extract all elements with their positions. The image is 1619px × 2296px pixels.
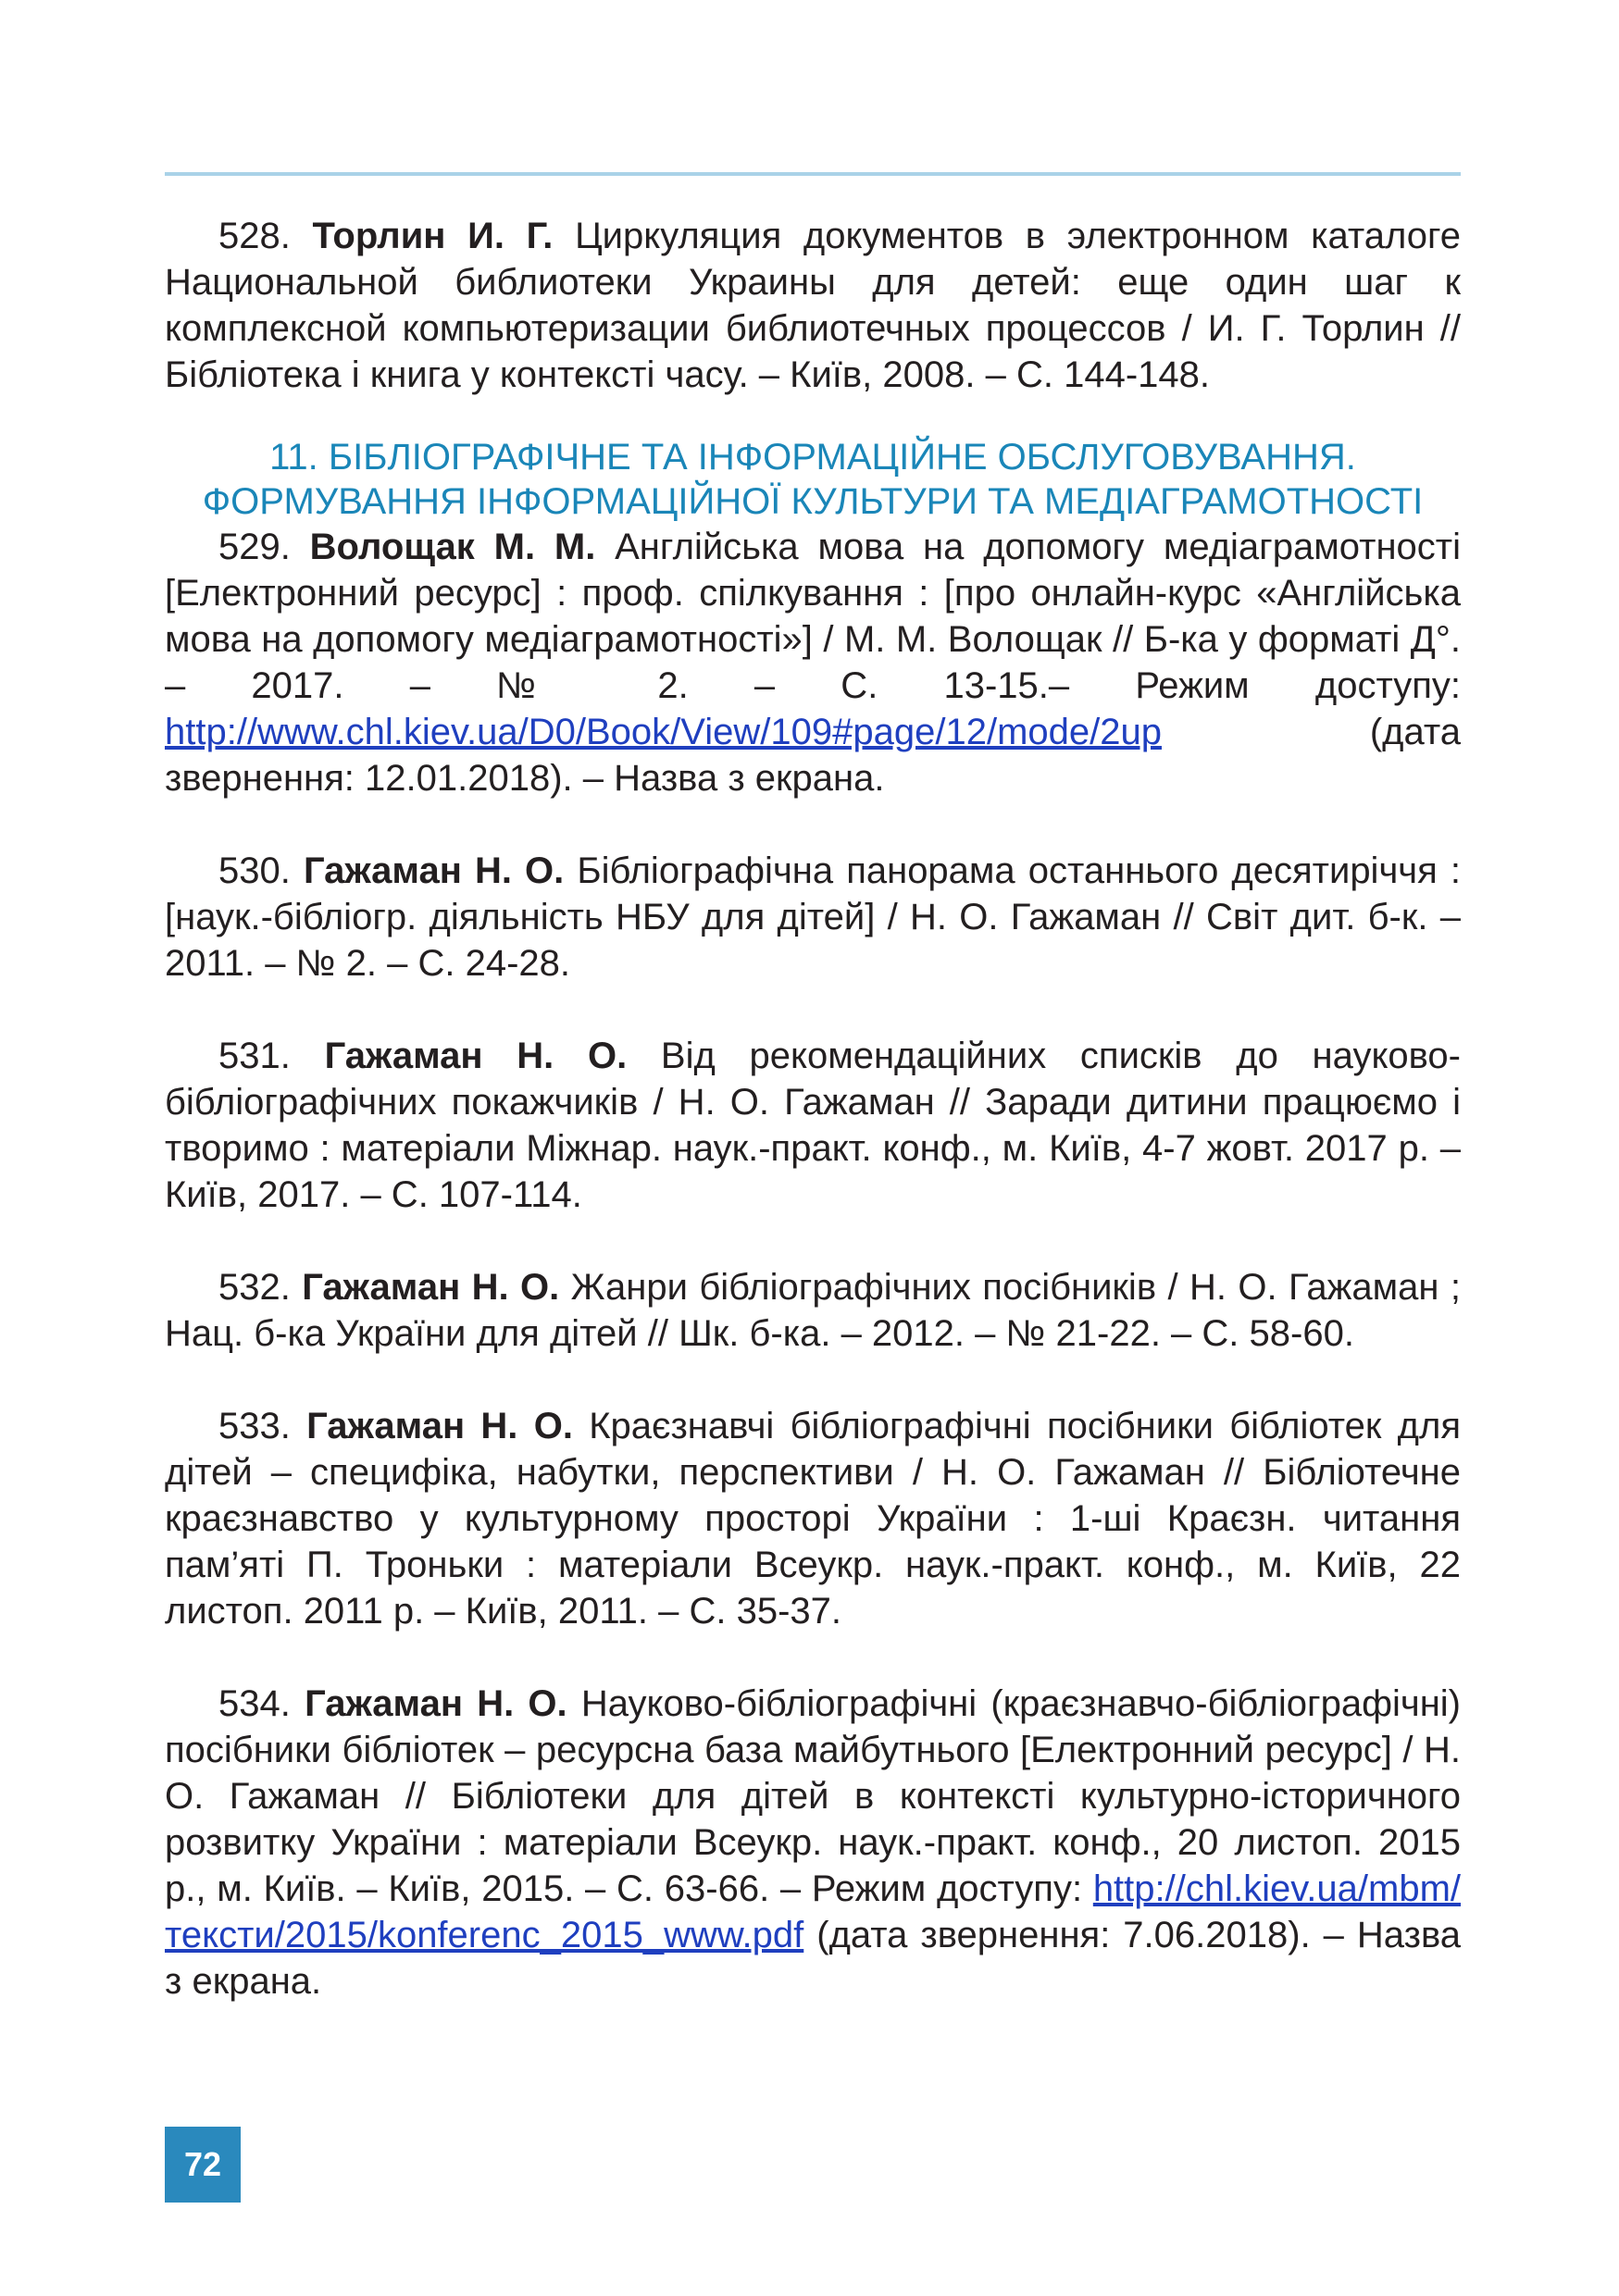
entry-author: Гажаман Н. О. — [324, 1036, 628, 1076]
entry-author: Гажаман Н. О. — [306, 1406, 573, 1446]
entry-url-link[interactable]: http://www.chl.kiev.ua/D0/Book/View/109#page/12/mode/2up — [165, 712, 1162, 752]
bibliography-entry-532 — [165, 1264, 1461, 1357]
entry-number: 533. — [218, 1406, 291, 1446]
entry-number: 530. — [218, 850, 291, 891]
bibliography-entry-533 — [165, 1403, 1461, 1634]
bibliography-entry-529 — [165, 524, 1461, 801]
entry-text: Жанри бібліографічних посібників / Н. О. Гажаман ; Нац. б-ка України для дітей // Шк. б-ка. – 2012. – № 21-22. – С. 58-60. — [165, 1267, 1461, 1354]
entry-text: Циркуляция документов в электронном каталоге Национальной библиотеки Украины для детей: еще один шаг к комплексной компьютеризации библиотечных процессов / И. Г. Торлин // Бібліотека і книга у контексті часу. – Київ, 2008. – С. 144-148. — [165, 216, 1461, 395]
entry-text: Від рекомендаційних списків до науково-бібліографічних покажчиків / Н. О. Гажаман // Заради дитини працюємо і творимо : матеріали Міжнар. наук.-практ. конф., м. Київ, 4-7 жовт. 2017 р. – Київ, 2017. – С. 107-114. — [165, 1036, 1461, 1215]
entry-text: Науково-бібліографічні (краєзнавчо-бібліографічні) посібники бібліотек – ресурсна база майбутнього [Електронний ресурс] / Н. О. Гажаман // Бібліотеки для дітей в контексті культурно-історичного розвитку України : матеріали Всеукр. наук.-практ. конф., 20 листоп. 2015 р., м. Київ. – Київ, 2015. – С. 63-66. – Режим доступу: — [165, 1683, 1461, 1909]
entry-text: Англійська мова на допомогу медіаграмотності [Електронний ресурс] : проф. спілкування : [про онлайн-курс «Англійська мова на допомогу медіаграмотності»] / М. М. Волощак // Б-ка у форматі Д°. – 2017. – № 2. – С. 13-15.– Режим доступу: — [165, 527, 1461, 706]
entry-number: 531. — [218, 1036, 291, 1076]
entry-number: 529. — [218, 527, 291, 567]
entry-author: Гажаман Н. О. — [303, 850, 565, 891]
entry-author: Волощак М. М. — [309, 527, 596, 567]
entry-author: Гажаман Н. О. — [305, 1683, 567, 1724]
entry-author: Торлин И. Г. — [312, 216, 554, 256]
entry-text: Бібліографічна панорама останнього десятиріччя : [наук.-бібліогр. діяльність НБУ для дітей] / Н. О. Гажаман // Світ дит. б-к. – 2011. – № 2. – С. 24-28. — [165, 850, 1461, 984]
section-heading-line-2: ФОРМУВАННЯ ІНФОРМАЦІЙНОЇ КУЛЬТУРИ ТА МЕДІАГРАМОТНОСТІ — [202, 481, 1424, 522]
entry-access-note: (дата звернення: 12.01.2018). – Назва з екрана. — [165, 712, 1461, 799]
entry-number: 528. — [218, 216, 291, 256]
bibliography-entry-531 — [165, 1033, 1461, 1218]
page-number-badge: 72 — [165, 2127, 241, 2203]
entry-text: Краєзнавчі бібліографічні посібники бібліотек для дітей – специфіка, набутки, перспективи / Н. О. Гажаман // Бібліотечне краєзнавство у культурному просторі України : 1-ші Краєзн. читання пам’яті П. Троньки : матеріали Всеукр. наук.-практ. конф., м. Київ, 22 листоп. 2011 р. – Київ, 2011. – С. 35-37. — [165, 1406, 1461, 1632]
entry-url-link[interactable]: http://chl.kiev.ua/mbm/тексти/2015/konferenc_2015_www.pdf — [165, 1868, 1461, 1955]
section-heading-line-1: 11. БІБЛІОГРАФІЧНЕ ТА ІНФОРМАЦІЙНЕ ОБСЛУГОВУВАННЯ. — [269, 437, 1356, 478]
section-heading — [165, 435, 1461, 524]
entry-access-note: (дата звернення: 7.06.2018). – Назва з екрана. — [165, 1915, 1461, 2002]
entry-number: 534. — [218, 1683, 291, 1724]
entry-author: Гажаман Н. О. — [302, 1267, 560, 1308]
bibliography-entry-528 — [165, 213, 1461, 398]
page-content — [165, 213, 1461, 2051]
entry-number: 532. — [218, 1267, 291, 1308]
top-divider — [165, 172, 1461, 176]
bibliography-entry-534 — [165, 1681, 1461, 2004]
bibliography-entry-530 — [165, 848, 1461, 987]
